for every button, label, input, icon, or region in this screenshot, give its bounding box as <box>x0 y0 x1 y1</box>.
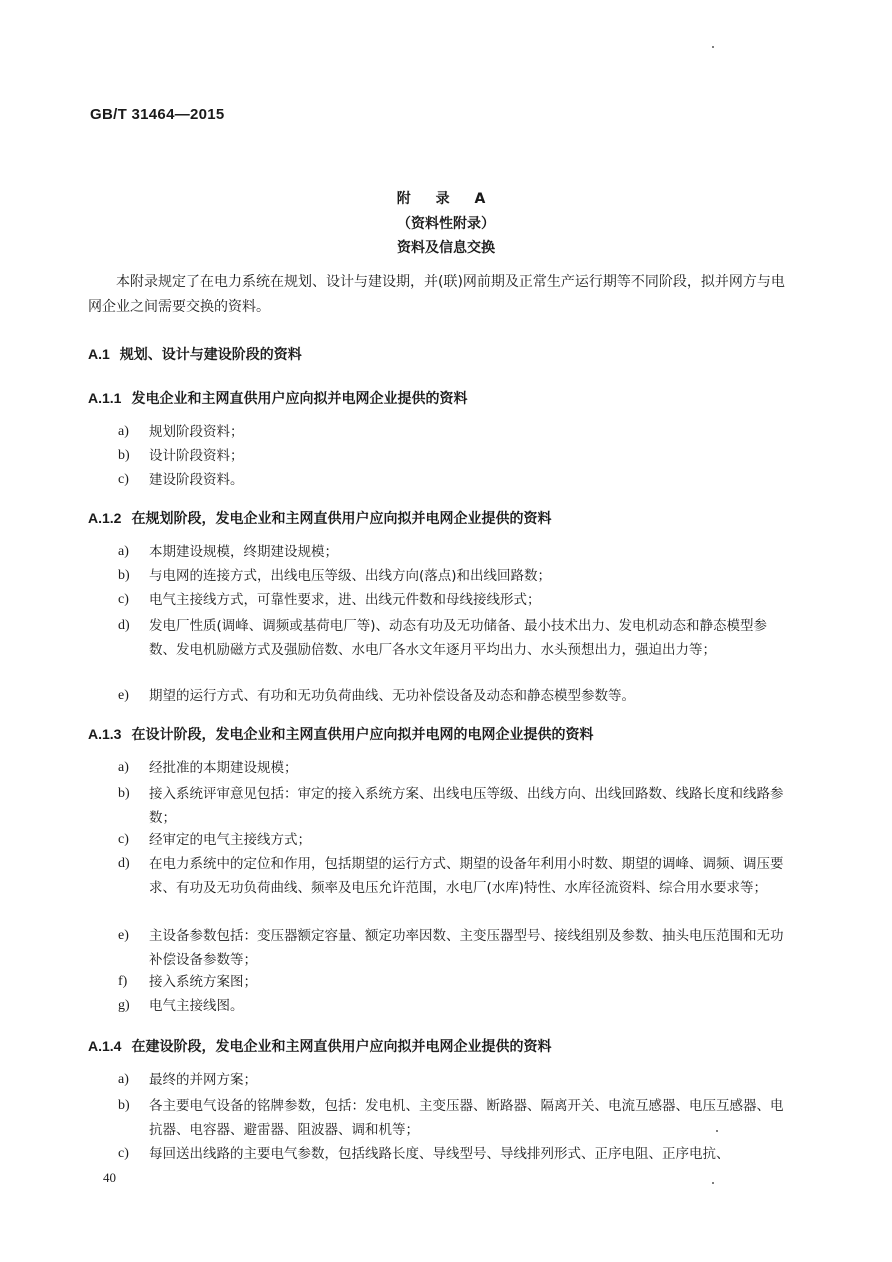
list-item <box>118 444 790 468</box>
appendix-title: 资料及信息交换 <box>397 240 495 256</box>
section-title: 在规划阶段，发电企业和主网直供用户应向拟并电网企业提供的资料 <box>131 511 552 527</box>
item-label: c) <box>118 472 129 487</box>
list-item <box>118 756 790 780</box>
item-label: b) <box>118 786 130 801</box>
section-number: A.1.3 <box>88 726 122 742</box>
list-item <box>118 684 790 708</box>
list-item <box>118 994 790 1018</box>
section-title: 在建设阶段，发电企业和主网直供用户应向拟并电网企业提供的资料 <box>131 1039 552 1055</box>
scan-speck <box>712 1182 714 1184</box>
item-label: d) <box>118 856 130 871</box>
item-label: g) <box>118 998 130 1013</box>
item-label: c) <box>118 832 129 847</box>
list-item <box>118 468 790 492</box>
section-title: 发电企业和主网直供用户应向拟并电网企业提供的资料 <box>131 391 468 407</box>
item-label: d) <box>118 618 130 633</box>
item-text: 最终的并网方案； <box>149 1072 257 1088</box>
item-text: 期望的运行方式、有功和无功负荷曲线、无功补偿设备及动态和静态模型参数等。 <box>149 688 635 704</box>
list-item <box>118 924 790 972</box>
list-item <box>118 564 790 588</box>
list-item <box>118 1142 790 1166</box>
section-title: 规划、设计与建设阶段的资料 <box>119 347 302 363</box>
item-text: 接入系统方案图； <box>149 974 257 990</box>
list-item <box>118 540 790 564</box>
list-item <box>118 614 790 662</box>
item-label: e) <box>118 688 129 703</box>
item-label: a) <box>118 760 129 775</box>
intro-text: 本附录规定了在电力系统在规划、设计与建设期，并(联)网前期及正常生产运行期等不同阶段，拟并网方与电网企业之间需要交换的资料。 <box>88 274 785 315</box>
item-label: a) <box>118 1072 129 1087</box>
item-label: f) <box>118 974 128 989</box>
item-text: 本期建设规模，终期建设规模； <box>149 544 338 560</box>
item-text: 电气主接线方式，可靠性要求，进、出线元件数和母线接线形式； <box>149 592 541 608</box>
item-label: b) <box>118 448 130 463</box>
section-a12-heading <box>88 508 551 528</box>
item-text: 接入系统评审意见包括：审定的接入系统方案、出线电压等级、出线方向、出线回路数、线路长度和线路参数； <box>149 786 784 826</box>
item-text: 设计阶段资料； <box>149 448 244 464</box>
page-number: 40 <box>103 1170 116 1185</box>
item-label: e) <box>118 928 129 943</box>
list-item <box>118 828 790 852</box>
list-item <box>118 1094 790 1142</box>
item-label: c) <box>118 592 129 607</box>
document-code: GB/T 31464—2015 <box>90 106 225 123</box>
section-number: A.1.4 <box>88 1038 122 1054</box>
item-label: c) <box>118 1146 129 1161</box>
list-item <box>118 852 790 900</box>
item-text: 各主要电气设备的铭牌参数，包括：发电机、主变压器、断路器、隔离开关、电流互感器、电压互感器、电抗器、电容器、避雷器、阻波器、调和机等； <box>149 1098 784 1138</box>
item-label: b) <box>118 568 130 583</box>
section-a1-heading <box>88 344 302 364</box>
appendix-heading: 附 录 A <box>396 191 496 207</box>
list-item <box>118 970 790 994</box>
list-item <box>118 782 790 830</box>
item-text: 在电力系统中的定位和作用，包括期望的运行方式、期望的设备年利用小时数、期望的调峰、调频、调压要求、有功及无功负荷曲线、频率及电压允许范围，水电厂(水库)特性、水库径流资料、综合用水要求等； <box>149 856 784 896</box>
list-item <box>118 588 790 612</box>
item-text: 每回送出线路的主要电气参数，包括线路长度、导线型号、导线排列形式、正序电阻、正序电抗、 <box>149 1146 730 1162</box>
item-text: 经审定的电气主接线方式； <box>149 832 311 848</box>
section-number: A.1.2 <box>88 510 122 526</box>
section-number: A.1.1 <box>88 390 122 406</box>
intro-paragraph <box>88 270 790 320</box>
item-text: 电气主接线图。 <box>149 998 244 1014</box>
item-text: 规划阶段资料； <box>149 424 244 440</box>
item-text: 与电网的连接方式，出线电压等级、出线方向(落点)和出线回路数； <box>149 568 552 584</box>
list-item <box>118 420 790 444</box>
item-text: 发电厂性质(调峰、调频或基荷电厂等)、动态有功及无功储备、最小技术出力、发电机动态和静态模型参数、发电机励磁方式及强励倍数、水电厂各水文年逐月平均出力、水头预想出力，强迫出力等； <box>149 618 768 658</box>
item-text: 建设阶段资料。 <box>149 472 244 488</box>
section-a14-heading <box>88 1036 551 1056</box>
item-label: a) <box>118 424 129 439</box>
scan-speck <box>716 1130 718 1132</box>
item-text: 主设备参数包括：变压器额定容量、额定功率因数、主变压器型号、接线组别及参数、抽头电压范围和无功补偿设备参数等； <box>149 928 784 968</box>
scan-speck <box>712 46 714 48</box>
item-label: b) <box>118 1098 130 1113</box>
section-a13-heading <box>88 724 593 744</box>
section-title: 在设计阶段，发电企业和主网直供用户应向拟并电网的电网企业提供的资料 <box>131 727 594 743</box>
item-text: 经批准的本期建设规模； <box>149 760 298 776</box>
appendix-type-note: （资料性附录） <box>397 216 495 232</box>
list-item <box>118 1068 790 1092</box>
item-label: a) <box>118 544 129 559</box>
section-number: A.1 <box>88 346 110 362</box>
section-a11-heading <box>88 388 467 408</box>
